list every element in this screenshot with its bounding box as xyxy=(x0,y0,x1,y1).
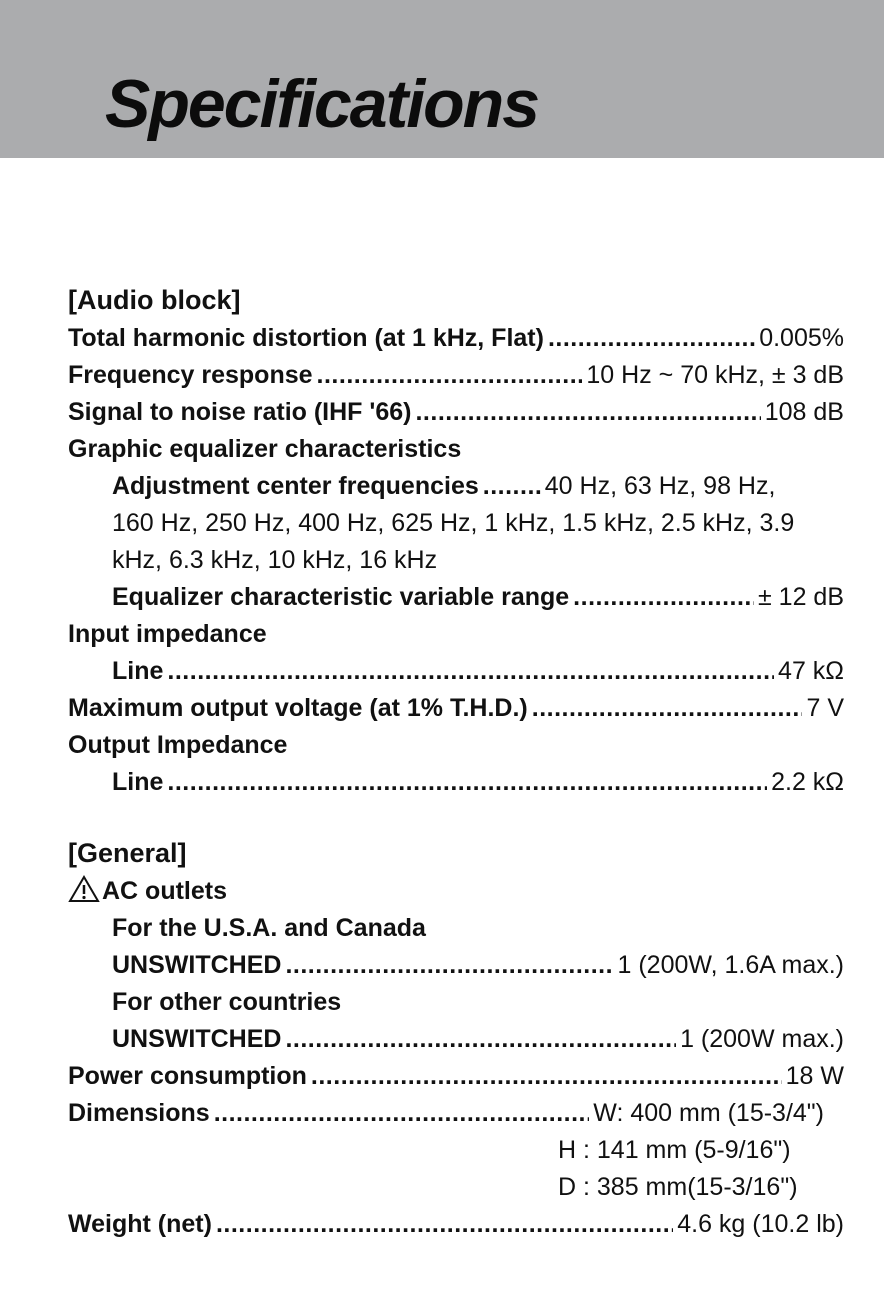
spec-label: Signal to noise ratio (IHF '66) xyxy=(68,398,412,426)
dimension-width: W: 400 mm (15-3/4") xyxy=(593,1099,824,1127)
spec-label: Dimensions xyxy=(68,1099,210,1127)
usa-canada-label: For the U.S.A. and Canada xyxy=(112,914,426,942)
spec-value: 10 Hz ~ 70 kHz, ± 3 dB xyxy=(586,361,844,389)
spec-value: ± 12 dB xyxy=(758,583,844,611)
spec-row-output-line xyxy=(68,764,844,801)
spec-value: 0.005% xyxy=(759,324,844,352)
spec-label: Frequency response xyxy=(68,361,313,389)
spec-row-frequency-response xyxy=(68,357,844,394)
spec-row-input-line xyxy=(68,653,844,690)
warning-triangle-icon xyxy=(68,875,102,914)
general-heading: [General] xyxy=(68,838,187,868)
dimension-depth: D : 385 mm(15-3/16") xyxy=(558,1173,798,1201)
spec-row-max-output xyxy=(68,690,844,727)
spec-row-snr xyxy=(68,394,844,431)
dimension-depth-row xyxy=(68,1169,844,1206)
spec-label: UNSWITCHED xyxy=(112,951,282,979)
spec-row-usa-unswitched xyxy=(68,947,844,984)
spec-row-adjustment-frequencies xyxy=(68,468,844,505)
dot-leader xyxy=(216,1206,673,1243)
dot-leader xyxy=(167,653,774,690)
dot-leader xyxy=(214,1095,590,1132)
output-impedance-label: Output Impedance xyxy=(68,731,288,759)
dot-leader xyxy=(532,690,803,727)
spec-row-other-unswitched xyxy=(68,1021,844,1058)
spec-label: Line xyxy=(112,657,164,685)
spec-label: Maximum output voltage (at 1% T.H.D.) xyxy=(68,694,528,722)
spec-label: UNSWITCHED xyxy=(112,1025,282,1053)
spec-value: 1 (200W max.) xyxy=(680,1025,844,1053)
spec-label: Power consumption xyxy=(68,1062,307,1090)
dot-leader xyxy=(483,468,541,505)
spec-value: 2.2 kΩ xyxy=(771,768,844,796)
spec-row-weight xyxy=(68,1206,844,1243)
spec-label: Total harmonic distortion (at 1 kHz, Flat) xyxy=(68,324,544,352)
dot-leader xyxy=(285,1021,676,1058)
dot-leader xyxy=(573,579,754,616)
audio-block-heading: [Audio block] xyxy=(68,285,241,315)
spec-row-dimensions xyxy=(68,1095,844,1132)
dimension-height: H : 141 mm (5-9/16") xyxy=(558,1136,791,1164)
spec-value: 1 (200W, 1.6A max.) xyxy=(617,951,844,979)
adj-freq-line-3: kHz, 6.3 kHz, 10 kHz, 16 kHz xyxy=(112,546,438,574)
dot-leader xyxy=(415,394,760,431)
dot-leader xyxy=(317,357,583,394)
spec-row-eq-range xyxy=(68,579,844,616)
ac-outlets-row xyxy=(68,873,844,910)
spec-label: Line xyxy=(112,768,164,796)
spec-value: 108 dB xyxy=(764,398,844,426)
spec-value: 4.6 kg (10.2 lb) xyxy=(677,1210,844,1238)
input-impedance-label: Input impedance xyxy=(68,620,267,648)
dot-leader xyxy=(548,320,755,357)
spec-row-power xyxy=(68,1058,844,1095)
page-title: Specifications xyxy=(105,66,539,142)
other-countries-label: For other countries xyxy=(112,988,342,1016)
dot-leader xyxy=(311,1058,782,1095)
spec-row-thd xyxy=(68,320,844,357)
dot-leader xyxy=(167,764,767,801)
spec-label: Weight (net) xyxy=(68,1210,212,1238)
dimension-height-row xyxy=(68,1132,844,1169)
ac-outlets-label: AC outlets xyxy=(102,877,227,905)
spec-label: Adjustment center frequencies xyxy=(112,472,479,500)
spec-value: 47 kΩ xyxy=(778,657,844,685)
spec-value: 7 V xyxy=(806,694,844,722)
spec-label: Equalizer characteristic variable range xyxy=(112,583,570,611)
spec-content xyxy=(68,280,844,1243)
dot-leader xyxy=(285,947,613,984)
adj-freq-line-2: 160 Hz, 250 Hz, 400 Hz, 625 Hz, 1 kHz, 1.5 kHz, 2.5 kHz, 3.9 xyxy=(112,509,795,537)
spec-value: 18 W xyxy=(785,1062,844,1090)
spec-value: 40 Hz, 63 Hz, 98 Hz, xyxy=(544,472,776,500)
geq-label: Graphic equalizer characteristics xyxy=(68,435,462,463)
